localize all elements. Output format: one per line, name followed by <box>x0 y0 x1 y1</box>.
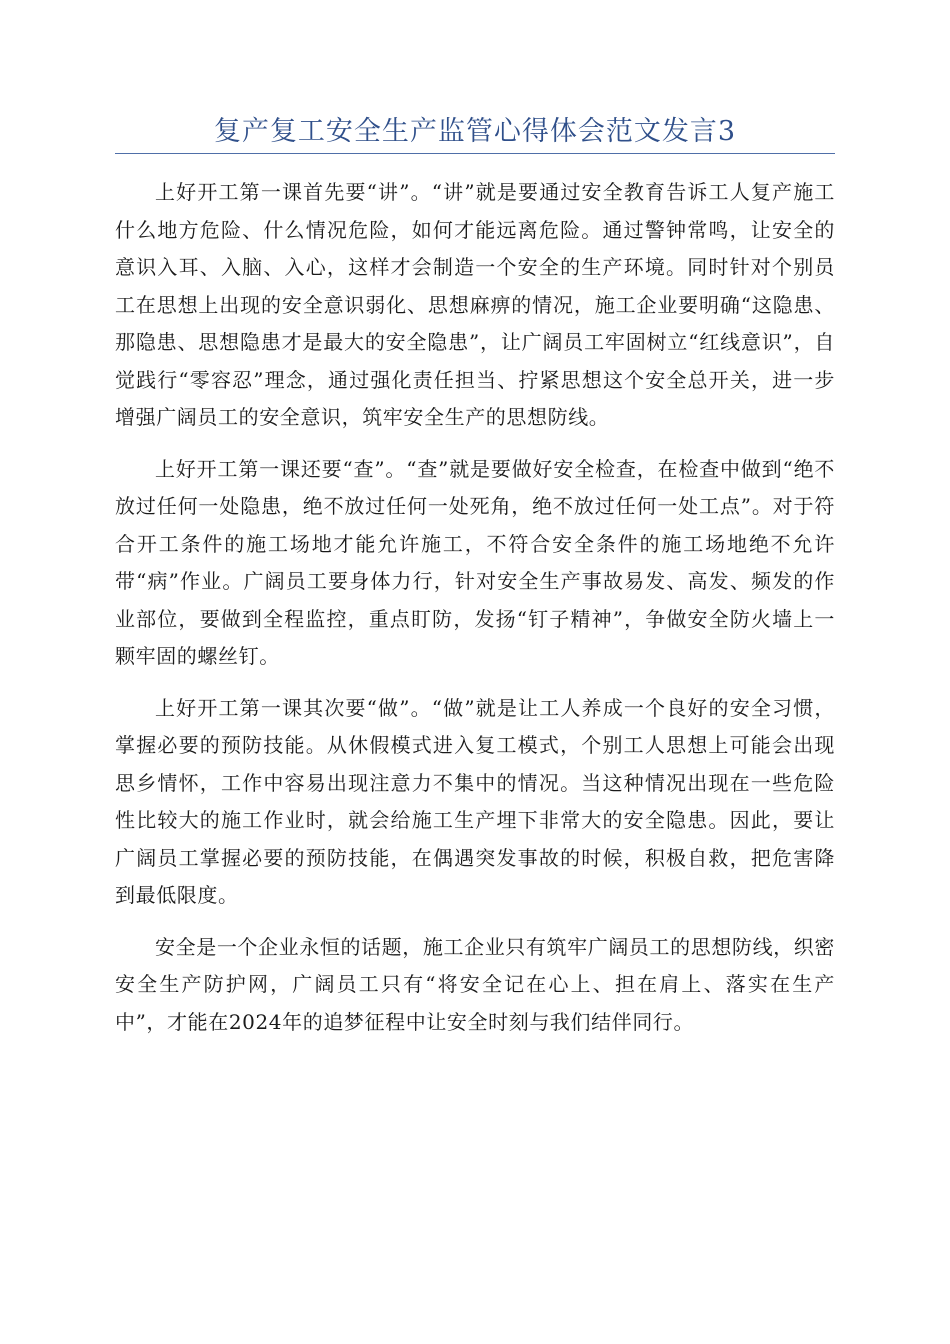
paragraph-1: 上好开工第一课首先要“讲”。“讲”就是要通过安全教育告诉工人复产施工什么地方危险、什么情况危险，如何才能远离危险。通过警钟常鸣，让安全的意识入耳、入脑、入心，这样才会制造一个安全的生产环境。同时针对个别员工在思想上出现的安全意识弱化、思想麻痹的情况，施工企业要明确“这隐患、那隐患、思想隐患才是最大的安全隐患”，让广阔员工牢固树立“红线意识”，自觉践行“零容忍”理念，通过强化责任担当、拧紧思想这个安全总开关，进一步增强广阔员工的安全意识，筑牢安全生产的思想防线。 <box>115 180 835 429</box>
title-underline <box>115 153 835 154</box>
page-title: 复产复工安全生产监管心得体会范文发言3 <box>213 116 737 147</box>
document-body <box>115 174 835 1055</box>
paragraph-3: 上好开工第一课其次要“做”。“做”就是让工人养成一个良好的安全习惯，掌握必要的预防技能。从休假模式进入复工模式，个别工人思想上可能会出现思乡情怀，工作中容易出现注意力不集中的情况。当这种情况出现在一些危险性比较大的施工作业时，就会给施工生产埋下非常大的安全隐患。因此，要让广阔员工掌握必要的预防技能，在偶遇突发事故的时候，积极自救，把危害降到最低限度。 <box>115 695 835 907</box>
paragraph-4: 安全是一个企业永恒的话题，施工企业只有筑牢广阔员工的思想防线，织密安全生产防护网，广阔员工只有“将安全记在心上、担在肩上、落实在生产中”，才能在2024年的追梦征程中让安全时刻与我们结伴同行。 <box>115 934 835 1034</box>
paragraph-2: 上好开工第一课还要“查”。“查”就是要做好安全检查，在检查中做到“绝不放过任何一处隐患，绝不放过任何一处死角，绝不放过任何一处工点”。对于符合开工条件的施工场地才能允许施工，不符合安全条件的施工场地绝不允许带“病”作业。广阔员工要身体力行，针对安全生产事故易发、高发、频发的作业部位，要做到全程监控，重点盯防，发扬“钉子精神”，争做安全防火墙上一颗牢固的螺丝钉。 <box>115 456 835 668</box>
